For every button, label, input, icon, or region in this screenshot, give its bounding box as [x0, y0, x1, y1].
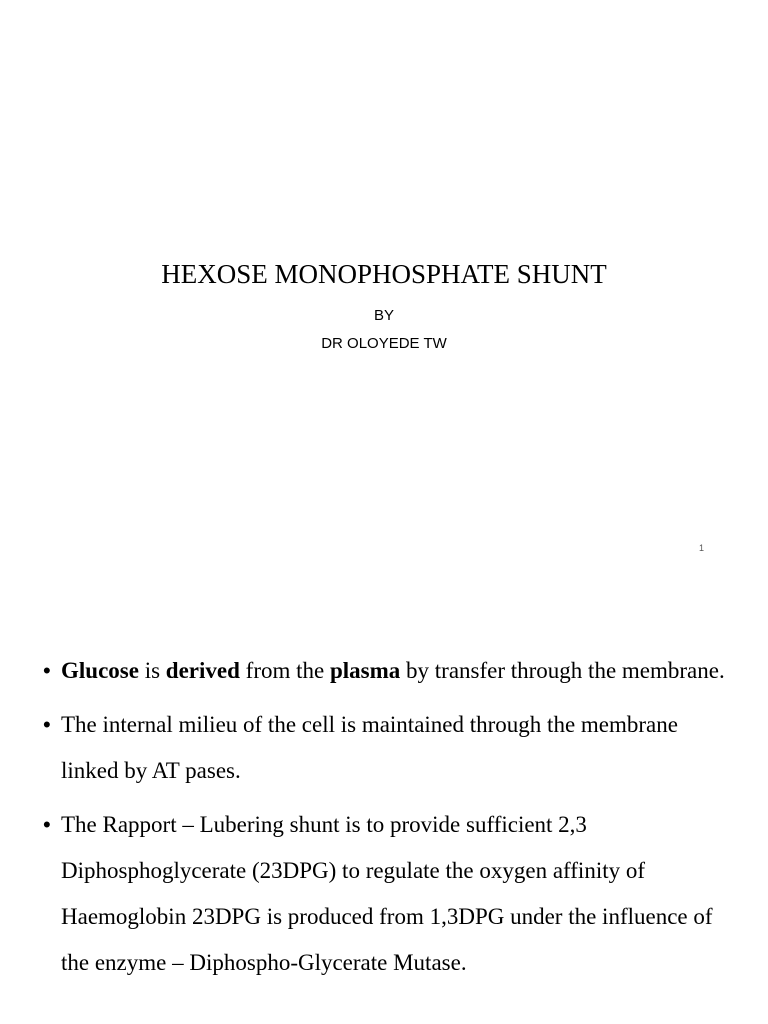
bold-term-derived: derived [165, 658, 240, 683]
bullet-item [43, 702, 733, 794]
bullet-icon: • [43, 712, 51, 737]
bold-term-plasma: plasma [329, 658, 401, 683]
bullet-list [43, 648, 733, 994]
bullet-icon: • [43, 658, 51, 683]
bullet-text: The internal milieu of the cell is maintained through the membrane linked by AT pases. [61, 712, 678, 783]
text-span: by transfer through the membrane. [400, 658, 725, 683]
page-number: 1 [699, 543, 705, 553]
bullet-item [43, 648, 733, 694]
author-name: DR OLOYEDE TW [321, 335, 447, 352]
bullet-text [61, 658, 725, 683]
bullet-text: The Rapport – Lubering shunt is to provide sufficient 2,3 Diphosphoglycerate (23DPG) to regulate the oxygen affinity of Haemoglobin 23DPG is produced from 1,3DPG under the influence of the enzyme – Diphospho-Glycerate Mutase. [61, 812, 713, 975]
text-span: is [138, 658, 166, 683]
bold-term-glucose: Glucose [61, 658, 139, 683]
bullet-item [43, 802, 733, 986]
byline-label: BY [373, 307, 394, 324]
slide-title: HEXOSE MONOPHOSPHATE SHUNT [161, 259, 607, 289]
text-span: from the [239, 658, 330, 683]
content-slide [0, 576, 768, 1024]
bullet-icon: • [43, 812, 51, 837]
